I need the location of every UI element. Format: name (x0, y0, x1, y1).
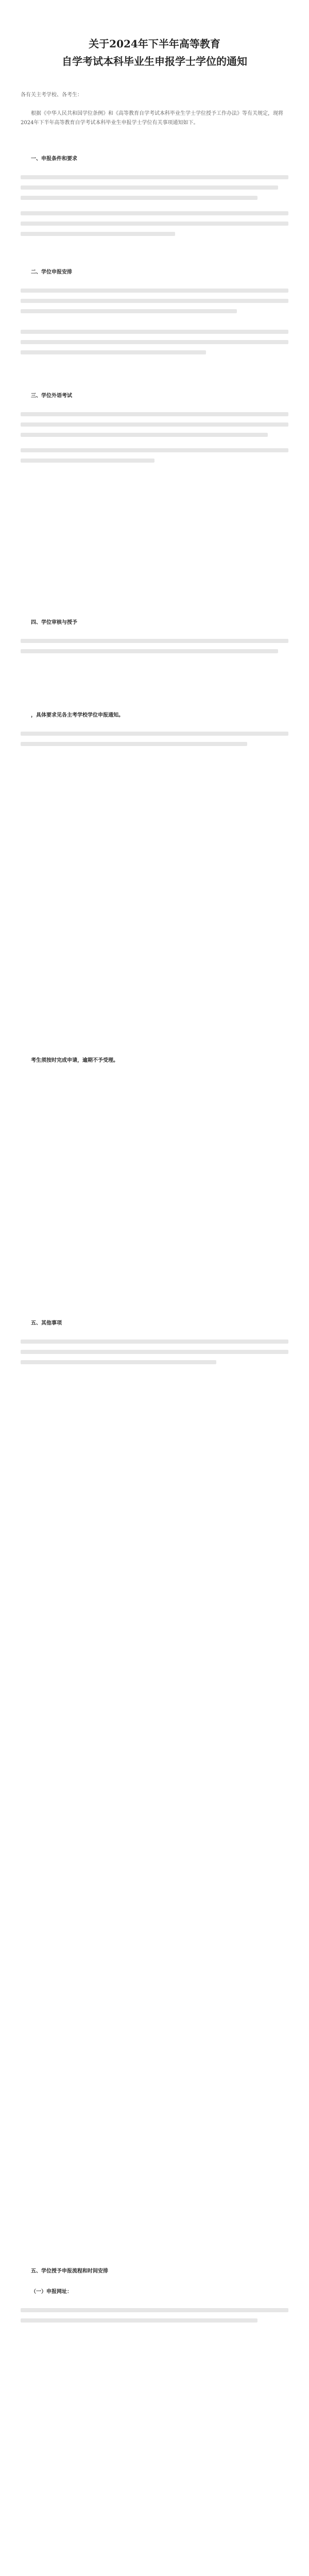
text-line (21, 185, 278, 190)
text-line (21, 330, 288, 334)
text-line (21, 309, 237, 313)
section-4-heading: 四、学位审核与授予 (31, 620, 77, 625)
text-line (21, 232, 175, 236)
text-line (21, 639, 288, 643)
section-5-heading: 五、其他事项 (31, 1320, 62, 1326)
procedure-heading: 五、学位授予申报流程和时间安排 (31, 2268, 108, 2274)
text-line (21, 1360, 216, 1364)
text-line (21, 433, 268, 437)
text-line (21, 175, 288, 179)
text-line (21, 732, 288, 736)
text-line (21, 649, 278, 653)
section-4-emphasis-2: 考生须按时完成申请，逾期不予受理。 (31, 1058, 118, 1063)
text-line (21, 422, 288, 427)
text-line (21, 196, 258, 200)
text-line (21, 412, 288, 416)
section-3-heading: 三、学位外语考试 (31, 393, 72, 399)
text-line (21, 211, 288, 215)
text-line (21, 459, 154, 463)
section-1-heading: 一、申报条件和要求 (31, 156, 77, 162)
procedure-subheading-1: （一）申报网址： (31, 2289, 72, 2295)
text-line (21, 1350, 288, 1354)
salutation: 各有关主考学校、各考生： (21, 92, 82, 98)
text-line (21, 222, 288, 226)
section-2-heading: 二、学位申报安排 (31, 269, 72, 275)
text-line (21, 350, 206, 354)
text-line (21, 289, 288, 293)
text-line (21, 1340, 288, 1344)
section-4-emphasis-1: ，具体要求见各主考学校学位申报通知。 (31, 713, 124, 718)
page-title-line-2: 自学考试本科毕业生申报学士学位的通知 (62, 55, 247, 67)
text-line (21, 2308, 288, 2312)
page-title-line-1: 关于2024年下半年高等教育 (89, 38, 220, 50)
text-line (21, 742, 247, 746)
intro-paragraph: 根据《中华人民共和国学位条例》和《高等教育自学考试本科毕业生学士学位授予工作办法》等有关规定，现将2024年下半年高等教育自学考试本科毕业生申报学士学位有关事项通知如下。 (21, 111, 283, 126)
text-line (21, 2318, 258, 2323)
text-line (21, 448, 288, 452)
text-line (21, 299, 288, 303)
text-line (21, 340, 288, 344)
